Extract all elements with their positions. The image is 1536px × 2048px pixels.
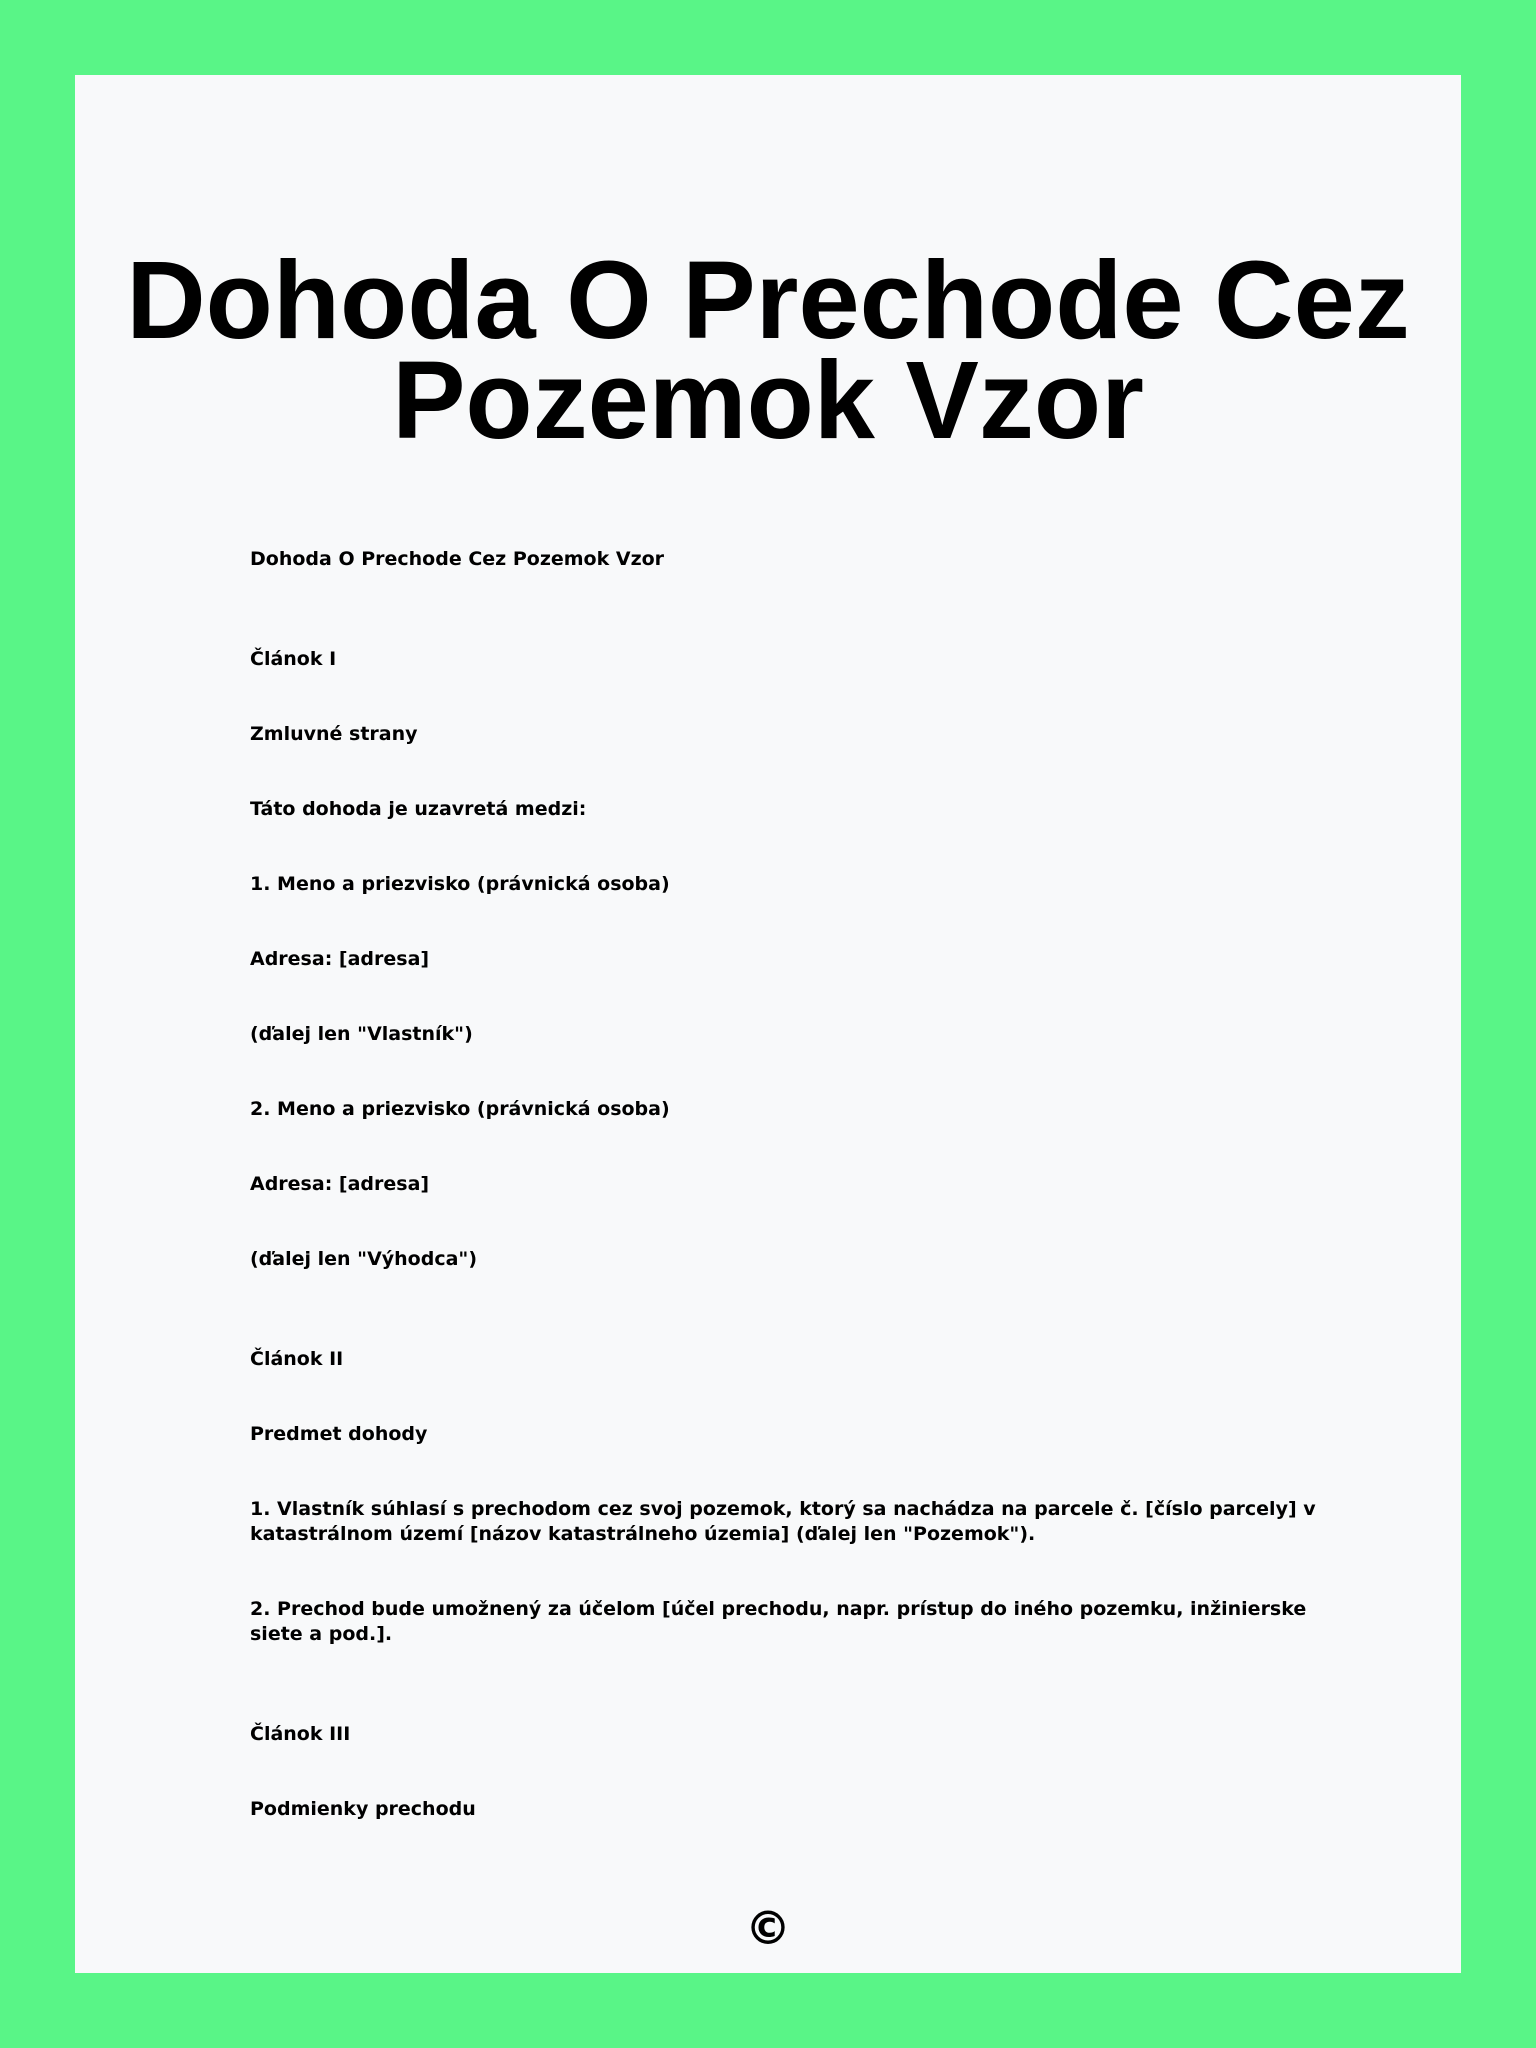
party-1-address: Adresa: [adresa] — [250, 948, 430, 970]
article-1-title: Zmluvné strany — [250, 723, 418, 745]
article-2-label: Článok II — [250, 1348, 344, 1370]
party-2-name: 2. Meno a priezvisko (právnická osoba) — [250, 1098, 670, 1120]
party-2-alias: (ďalej len "Výhodca") — [250, 1248, 478, 1270]
document-title: Dohoda O Prechode Cez Pozemok Vzor — [126, 239, 1410, 462]
party-1-alias: (ďalej len "Vlastník") — [250, 1023, 473, 1045]
document-page — [75, 75, 1461, 1973]
article-1-label: Článok I — [250, 648, 337, 670]
article-2-point-1: 1. Vlastník súhlasí s prechodom cez svoj pozemok, ktorý sa nachádza na parcele č. [číslo parcely] v katastrálnom území [názov katastrálneho územia] (ďalej len "Pozemok"). — [250, 1498, 1316, 1545]
article-1-intro: Táto dohoda je uzavretá medzi: — [250, 798, 587, 820]
copyright-icon: © — [745, 1901, 791, 1955]
document-heading: Dohoda O Prechode Cez Pozemok Vzor — [250, 548, 665, 570]
party-1-name: 1. Meno a priezvisko (právnická osoba) — [250, 873, 670, 895]
article-2-title: Predmet dohody — [250, 1423, 428, 1445]
article-2-point-2: 2. Prechod bude umožnený za účelom [účel prechodu, napr. prístup do iného pozemku, inžinierske siete a pod.]. — [250, 1598, 1307, 1645]
article-3-title: Podmienky prechodu — [250, 1798, 476, 1820]
party-2-address: Adresa: [adresa] — [250, 1173, 430, 1195]
article-3-label: Článok III — [250, 1723, 351, 1745]
